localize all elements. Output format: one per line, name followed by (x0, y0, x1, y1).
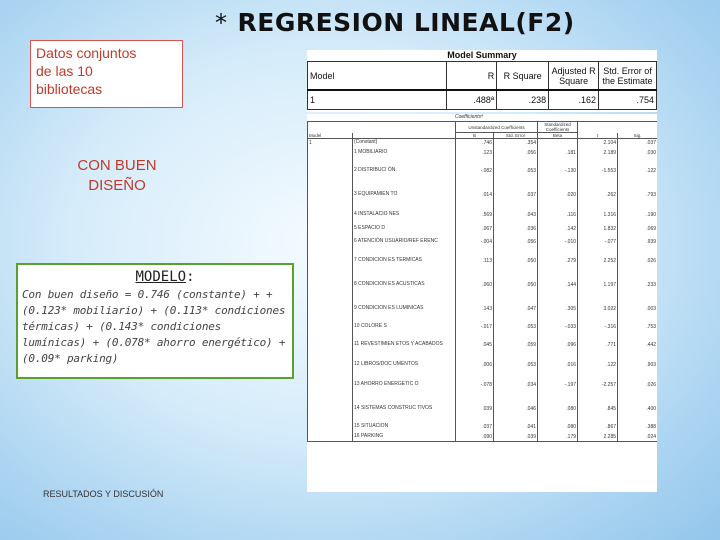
coef-cell-model (308, 297, 353, 321)
coef-cell-se: .036 (494, 223, 538, 235)
slide-title (215, 8, 695, 48)
coef-cell-b: .143 (456, 297, 494, 321)
coef-cell-se: .046 (494, 397, 538, 421)
coef-cell-t: 2.252 (578, 249, 618, 273)
coef-cell-model (308, 273, 353, 297)
coef-cell-se: .041 (494, 421, 538, 433)
coef-cell-b: .037 (456, 421, 494, 433)
coefficients-caption: Coefficientsª (455, 114, 483, 120)
dataset-line-1: Datos conjuntos (36, 45, 137, 61)
coef-cell-model (308, 235, 353, 249)
coef-cell-se: .354 (494, 139, 538, 148)
coef-cell-se: .053 (494, 159, 538, 183)
table-row (308, 433, 658, 442)
table-row (308, 373, 658, 397)
table-row (308, 223, 658, 235)
coef-cell-model (308, 357, 353, 373)
dataset-line-3: bibliotecas (36, 81, 103, 97)
coef-cell-se: .059 (494, 333, 538, 357)
coef-cell-b: .006 (456, 357, 494, 373)
coef-cell-beta: .016 (538, 357, 578, 373)
table-row (308, 273, 658, 297)
coef-cell-b: .067 (456, 223, 494, 235)
coefficients-grid (307, 121, 657, 442)
coef-cell-b: .569 (456, 207, 494, 223)
coefficients-table (307, 114, 657, 492)
coef-header-beta: Beta (538, 133, 578, 139)
coef-cell-sig: .388 (618, 421, 657, 433)
coef-cell-t: .122 (578, 357, 618, 373)
coef-header-std: Standardized Coefficients (538, 122, 578, 133)
table-row (308, 139, 658, 148)
coef-cell-b: -.004 (456, 235, 494, 249)
ms-cell-model: 1 (308, 90, 447, 110)
table-row (308, 297, 658, 321)
coef-cell-beta: -.130 (538, 159, 578, 183)
coef-cell-sig: .753 (618, 321, 657, 333)
coef-cell-t: .262 (578, 183, 618, 207)
coef-cell-b: .123 (456, 147, 494, 159)
coef-header-model: Model (308, 133, 353, 139)
model-summary-table (307, 50, 657, 112)
table-row (308, 183, 658, 207)
coef-cell-sig: .037 (618, 139, 657, 148)
coef-cell-model (308, 421, 353, 433)
coef-cell-se: .037 (494, 183, 538, 207)
coef-header-sig: Sig. (618, 133, 657, 139)
coef-cell-t: .867 (578, 421, 618, 433)
ms-header-model: Model (308, 62, 447, 91)
coef-cell-se: .034 (494, 373, 538, 397)
coef-cell-name: 2 DISTRIBUCI ÓN (353, 159, 456, 183)
coef-cell-name: 13 AHORRO ENERGETIC O (353, 373, 456, 397)
coef-cell-model (308, 183, 353, 207)
coef-cell-se: .043 (494, 207, 538, 223)
coef-cell-model (308, 249, 353, 273)
coef-cell-sig: .400 (618, 397, 657, 421)
coef-cell-se: .050 (494, 273, 538, 297)
coef-cell-model: 1 (308, 139, 353, 148)
coef-cell-t: 2.189 (578, 147, 618, 159)
diseno-line-1: CON BUEN (77, 157, 157, 174)
coef-cell-beta: .144 (538, 273, 578, 297)
coef-cell-sig: .069 (618, 223, 657, 235)
modelo-heading-colon: : (186, 269, 195, 285)
coef-cell-b: .060 (456, 273, 494, 297)
coef-cell-name: 12 LIBROS/DOC UMENTOS (353, 357, 456, 373)
coefficients-body (308, 139, 658, 442)
coef-cell-beta: .116 (538, 207, 578, 223)
coef-cell-b: .014 (456, 183, 494, 207)
coef-cell-sig: .793 (618, 183, 657, 207)
coef-cell-b: -.017 (456, 321, 494, 333)
diseno-label (58, 156, 176, 196)
coef-header-unstd: Unstandardized Coefficients (456, 122, 538, 133)
coef-cell-beta: -.010 (538, 235, 578, 249)
ms-cell-rsquare: .238 (497, 90, 549, 110)
coef-cell-model (308, 207, 353, 223)
coef-cell-sig: .903 (618, 357, 657, 373)
ms-cell-adj: .162 (549, 90, 599, 110)
table-row (308, 333, 658, 357)
coef-cell-beta: .179 (538, 433, 578, 442)
coef-cell-beta: .096 (538, 333, 578, 357)
coef-cell-name: 3 EQUIPAMIEN TO (353, 183, 456, 207)
coef-cell-sig: .024 (618, 433, 657, 442)
table-row (308, 159, 658, 183)
coef-cell-beta: .142 (538, 223, 578, 235)
coef-cell-t: -1.553 (578, 159, 618, 183)
table-row (308, 249, 658, 273)
coef-cell-b: .113 (456, 249, 494, 273)
coef-cell-name: 10 COLORE S (353, 321, 456, 333)
title-text: REGRESION LINEAL(F2) (237, 8, 575, 37)
coef-cell-name: 7 CONDICION ES TERMICAS (353, 249, 456, 273)
dataset-box (30, 40, 183, 108)
coef-cell-t: -2.257 (578, 373, 618, 397)
coef-cell-model (308, 147, 353, 159)
coef-cell-name: 11 REVESTIMIEN ETOS Y ACABADOS (353, 333, 456, 357)
coef-cell-model (308, 397, 353, 421)
coef-cell-beta: .020 (538, 183, 578, 207)
coef-cell-model (308, 159, 353, 183)
coef-cell-t: 2.104 (578, 139, 618, 148)
coef-cell-b: .039 (456, 397, 494, 421)
coef-cell-beta: .305 (538, 297, 578, 321)
coef-cell-name: 15 SITUACION (353, 421, 456, 433)
coef-cell-se: .050 (494, 249, 538, 273)
coef-cell-name: 8 CONDICION ES ACUSTICAS (353, 273, 456, 297)
footer-label: RESULTADOS Y DISCUSIÓN (43, 489, 164, 499)
coef-header-blank (308, 122, 456, 133)
coef-header-t: t (578, 133, 618, 139)
coef-cell-t: 1.197 (578, 273, 618, 297)
ms-cell-stderr: .754 (599, 90, 657, 110)
coef-cell-sig: .442 (618, 333, 657, 357)
coef-cell-t: 1.832 (578, 223, 618, 235)
coef-cell-model (308, 321, 353, 333)
ms-header-adj: Adjusted R Square (549, 62, 599, 91)
coef-cell-se: .056 (494, 235, 538, 249)
coef-cell-sig: .939 (618, 235, 657, 249)
coef-cell-beta: .080 (538, 397, 578, 421)
table-row (308, 235, 658, 249)
table-row (308, 207, 658, 223)
coef-cell-name: 6 ATENCIÓN USUARIO/REF ERENC (353, 235, 456, 249)
coef-cell-beta: .080 (538, 421, 578, 433)
ms-header-stderr: Std. Error of the Estimate (599, 62, 657, 91)
ms-header-r: R (447, 62, 497, 91)
diseno-line-2: DISEÑO (88, 177, 146, 194)
coef-cell-t: -.316 (578, 321, 618, 333)
coef-cell-t: 2.285 (578, 433, 618, 442)
coef-cell-se: .056 (494, 147, 538, 159)
coef-header-b: B (456, 133, 494, 139)
table-row (308, 147, 658, 159)
coef-cell-name: 5 ESPACIO D (353, 223, 456, 235)
coef-cell-name: 16 PARKING (353, 433, 456, 442)
coef-cell-name: (Constant) (353, 139, 456, 148)
model-summary-caption: Model Summary (447, 50, 517, 60)
coef-cell-model (308, 433, 353, 442)
coef-header-blank-2 (578, 122, 657, 133)
coef-cell-model (308, 223, 353, 235)
table-row (308, 397, 658, 421)
coef-cell-beta: -.197 (538, 373, 578, 397)
coef-cell-sig: .030 (618, 147, 657, 159)
table-row (308, 421, 658, 433)
model-summary-grid (307, 61, 657, 110)
coef-cell-beta (538, 139, 578, 148)
modelo-equation: Con buen diseño = 0.746 (constante) + +(0.123* mobiliario) + (0.113* condiciones térmicas) + (0.143* condiciones lumínicas) + (0.078* ahorro energético) + (0.09* parking) (22, 288, 286, 365)
coef-cell-beta: .279 (538, 249, 578, 273)
coef-cell-se: .039 (494, 433, 538, 442)
coef-cell-sig: .233 (618, 273, 657, 297)
coef-cell-beta: .181 (538, 147, 578, 159)
coef-cell-sig: .003 (618, 297, 657, 321)
coef-cell-b: .045 (456, 333, 494, 357)
coef-cell-sig: .026 (618, 373, 657, 397)
table-row (308, 357, 658, 373)
modelo-box (16, 263, 294, 379)
title-bullet: * (215, 9, 228, 37)
coef-cell-se: .053 (494, 321, 538, 333)
coef-cell-t: -.077 (578, 235, 618, 249)
dataset-line-2: de las 10 (36, 63, 93, 79)
coef-cell-name: 1 MOBILIARIO (353, 147, 456, 159)
coef-cell-b: -.082 (456, 159, 494, 183)
coef-cell-sig: .026 (618, 249, 657, 273)
coef-cell-sig: .190 (618, 207, 657, 223)
coef-cell-name: 14 SISTEMAS CONSTRUC TIVOS (353, 397, 456, 421)
coef-cell-se: .053 (494, 357, 538, 373)
coef-cell-name: 9 CONDICION ES LUMINICAS (353, 297, 456, 321)
table-row (308, 321, 658, 333)
coef-cell-sig: .122 (618, 159, 657, 183)
coef-cell-beta: -.033 (538, 321, 578, 333)
ms-cell-r: .488ª (447, 90, 497, 110)
coef-cell-t: .771 (578, 333, 618, 357)
coef-cell-t: .845 (578, 397, 618, 421)
coef-cell-b: .746 (456, 139, 494, 148)
ms-header-rsquare: R Square (497, 62, 549, 91)
coef-cell-b: .090 (456, 433, 494, 442)
coef-cell-model (308, 333, 353, 357)
modelo-heading-text: MODELO (135, 269, 187, 285)
coef-cell-name: 4 INSTALACIO NES (353, 207, 456, 223)
coef-cell-model (308, 373, 353, 397)
coef-cell-t: 3.022 (578, 297, 618, 321)
coef-cell-se: .047 (494, 297, 538, 321)
coef-cell-b: -.078 (456, 373, 494, 397)
coef-header-se: Std. Error (494, 133, 538, 139)
modelo-heading (42, 269, 288, 285)
coef-cell-t: 1.316 (578, 207, 618, 223)
